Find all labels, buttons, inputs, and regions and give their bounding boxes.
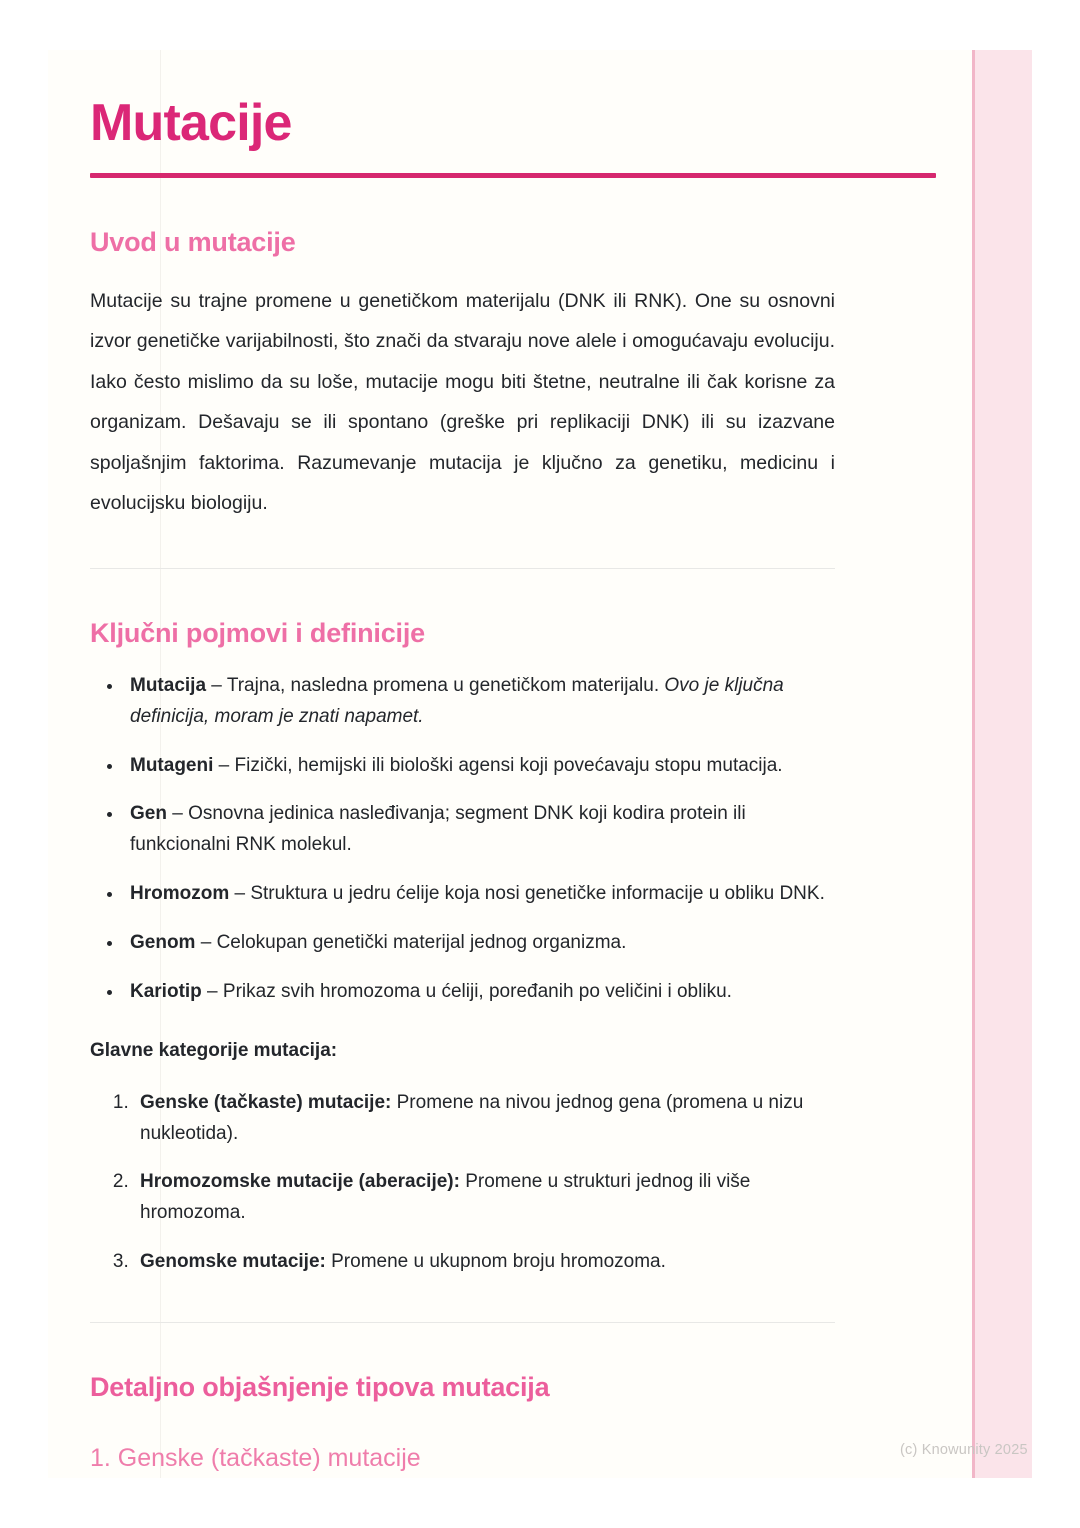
section-heading-key-terms: Ključni pojmovi i definicije [90, 617, 425, 648]
list-item [124, 751, 835, 782]
list-item [124, 977, 835, 1008]
section-divider-2 [90, 1322, 835, 1323]
term-label: Gen [130, 803, 167, 825]
categories-lead-in: Glavne kategorije mutacija: [90, 1040, 338, 1062]
term-dash: – [213, 754, 235, 776]
category-definition: Promene u strukturi jednog ili više hromozoma. [140, 1171, 751, 1224]
term-dash: – [206, 675, 227, 697]
key-terms-list [90, 671, 835, 1007]
list-item [134, 1167, 835, 1229]
category-label: Hromozomske mutacije (aberacije): [140, 1171, 460, 1193]
term-dash: – [229, 883, 251, 904]
copyright-watermark: (c) Knowunity 2025 [900, 1442, 1028, 1458]
category-definition: Promene na nivou jednog gena (promena u nizu nukleotida). [140, 1091, 804, 1144]
term-label: Kariotip [130, 980, 202, 1002]
categories-list [90, 1088, 835, 1278]
term-definition: Prikaz svih hromozoma u ćeliji, poređanih po veličini i obliku. [222, 980, 732, 1002]
subsection-heading-point-mutations: 1. Genske (tačkaste) mutacije [90, 1444, 421, 1473]
term-definition: Trajna, nasledna promena u genetičkom materijalu. [226, 675, 665, 697]
term-definition: Celokupan genetički materijal jednog organizma. [216, 931, 627, 953]
document-content [90, 50, 938, 1478]
intro-paragraph: Mutacije su trajne promene u genetičkom materijalu (DNK ili RNK). One su osnovni izvor genetičke varijabilnosti, što znači da stvaraju nove alele i omogućavaju evoluciju. Iako često mislimo da su loše, mutacije mogu biti štetne, neutralne ili čak korisne za organizam. Dešavaju se ili spontano (greške pri replikaciji DNK) ili su izazvane spoljašnjim faktorima. Razumevanje mutacija je ključno za genetiku, medicinu i evolucijsku biologiju. [90, 289, 835, 515]
title-underline-rule [90, 173, 936, 178]
right-margin-band [975, 50, 1032, 1478]
term-dash: – [195, 931, 217, 953]
page-title: Mutacije [90, 94, 292, 152]
list-item [124, 671, 835, 733]
section-heading-types: Detaljno objašnjenje tipova mutacija [90, 1371, 550, 1402]
list-item [124, 928, 835, 959]
term-label: Genom [130, 931, 196, 953]
category-label: Genomske mutacije: [140, 1250, 326, 1272]
term-dash: – [201, 980, 223, 1002]
term-definition: Osnovna jedinica nasleđivanja; segment DNK koji kodira protein ili funkcionalni RNK molekul. [130, 803, 746, 856]
list-item [124, 879, 835, 910]
right-margin-rule [972, 50, 975, 1478]
category-label: Genske (tačkaste) mutacije: [140, 1091, 392, 1113]
section-divider-1 [90, 568, 835, 569]
term-dash: – [166, 803, 189, 825]
list-item [134, 1088, 835, 1150]
term-emphasis: Ovo je ključna definicija, moram je znati napamet. [130, 675, 784, 727]
list-item [124, 799, 835, 861]
list-item [134, 1247, 835, 1278]
term-label: Mutageni [130, 754, 214, 776]
term-label: Hromozom [130, 883, 230, 904]
section-heading-intro: Uvod u mutacije [90, 227, 296, 258]
term-definition: Fizički, hemijski ili biološki agensi koji povećavaju stopu mutacija. [234, 754, 783, 776]
document-page [48, 50, 1032, 1478]
term-definition: Struktura u jedru ćelije koja nosi genetičke informacije u obliku DNK. [250, 883, 825, 904]
term-label: Mutacija [130, 675, 207, 697]
category-definition: Promene u ukupnom broju hromozoma. [325, 1250, 666, 1272]
